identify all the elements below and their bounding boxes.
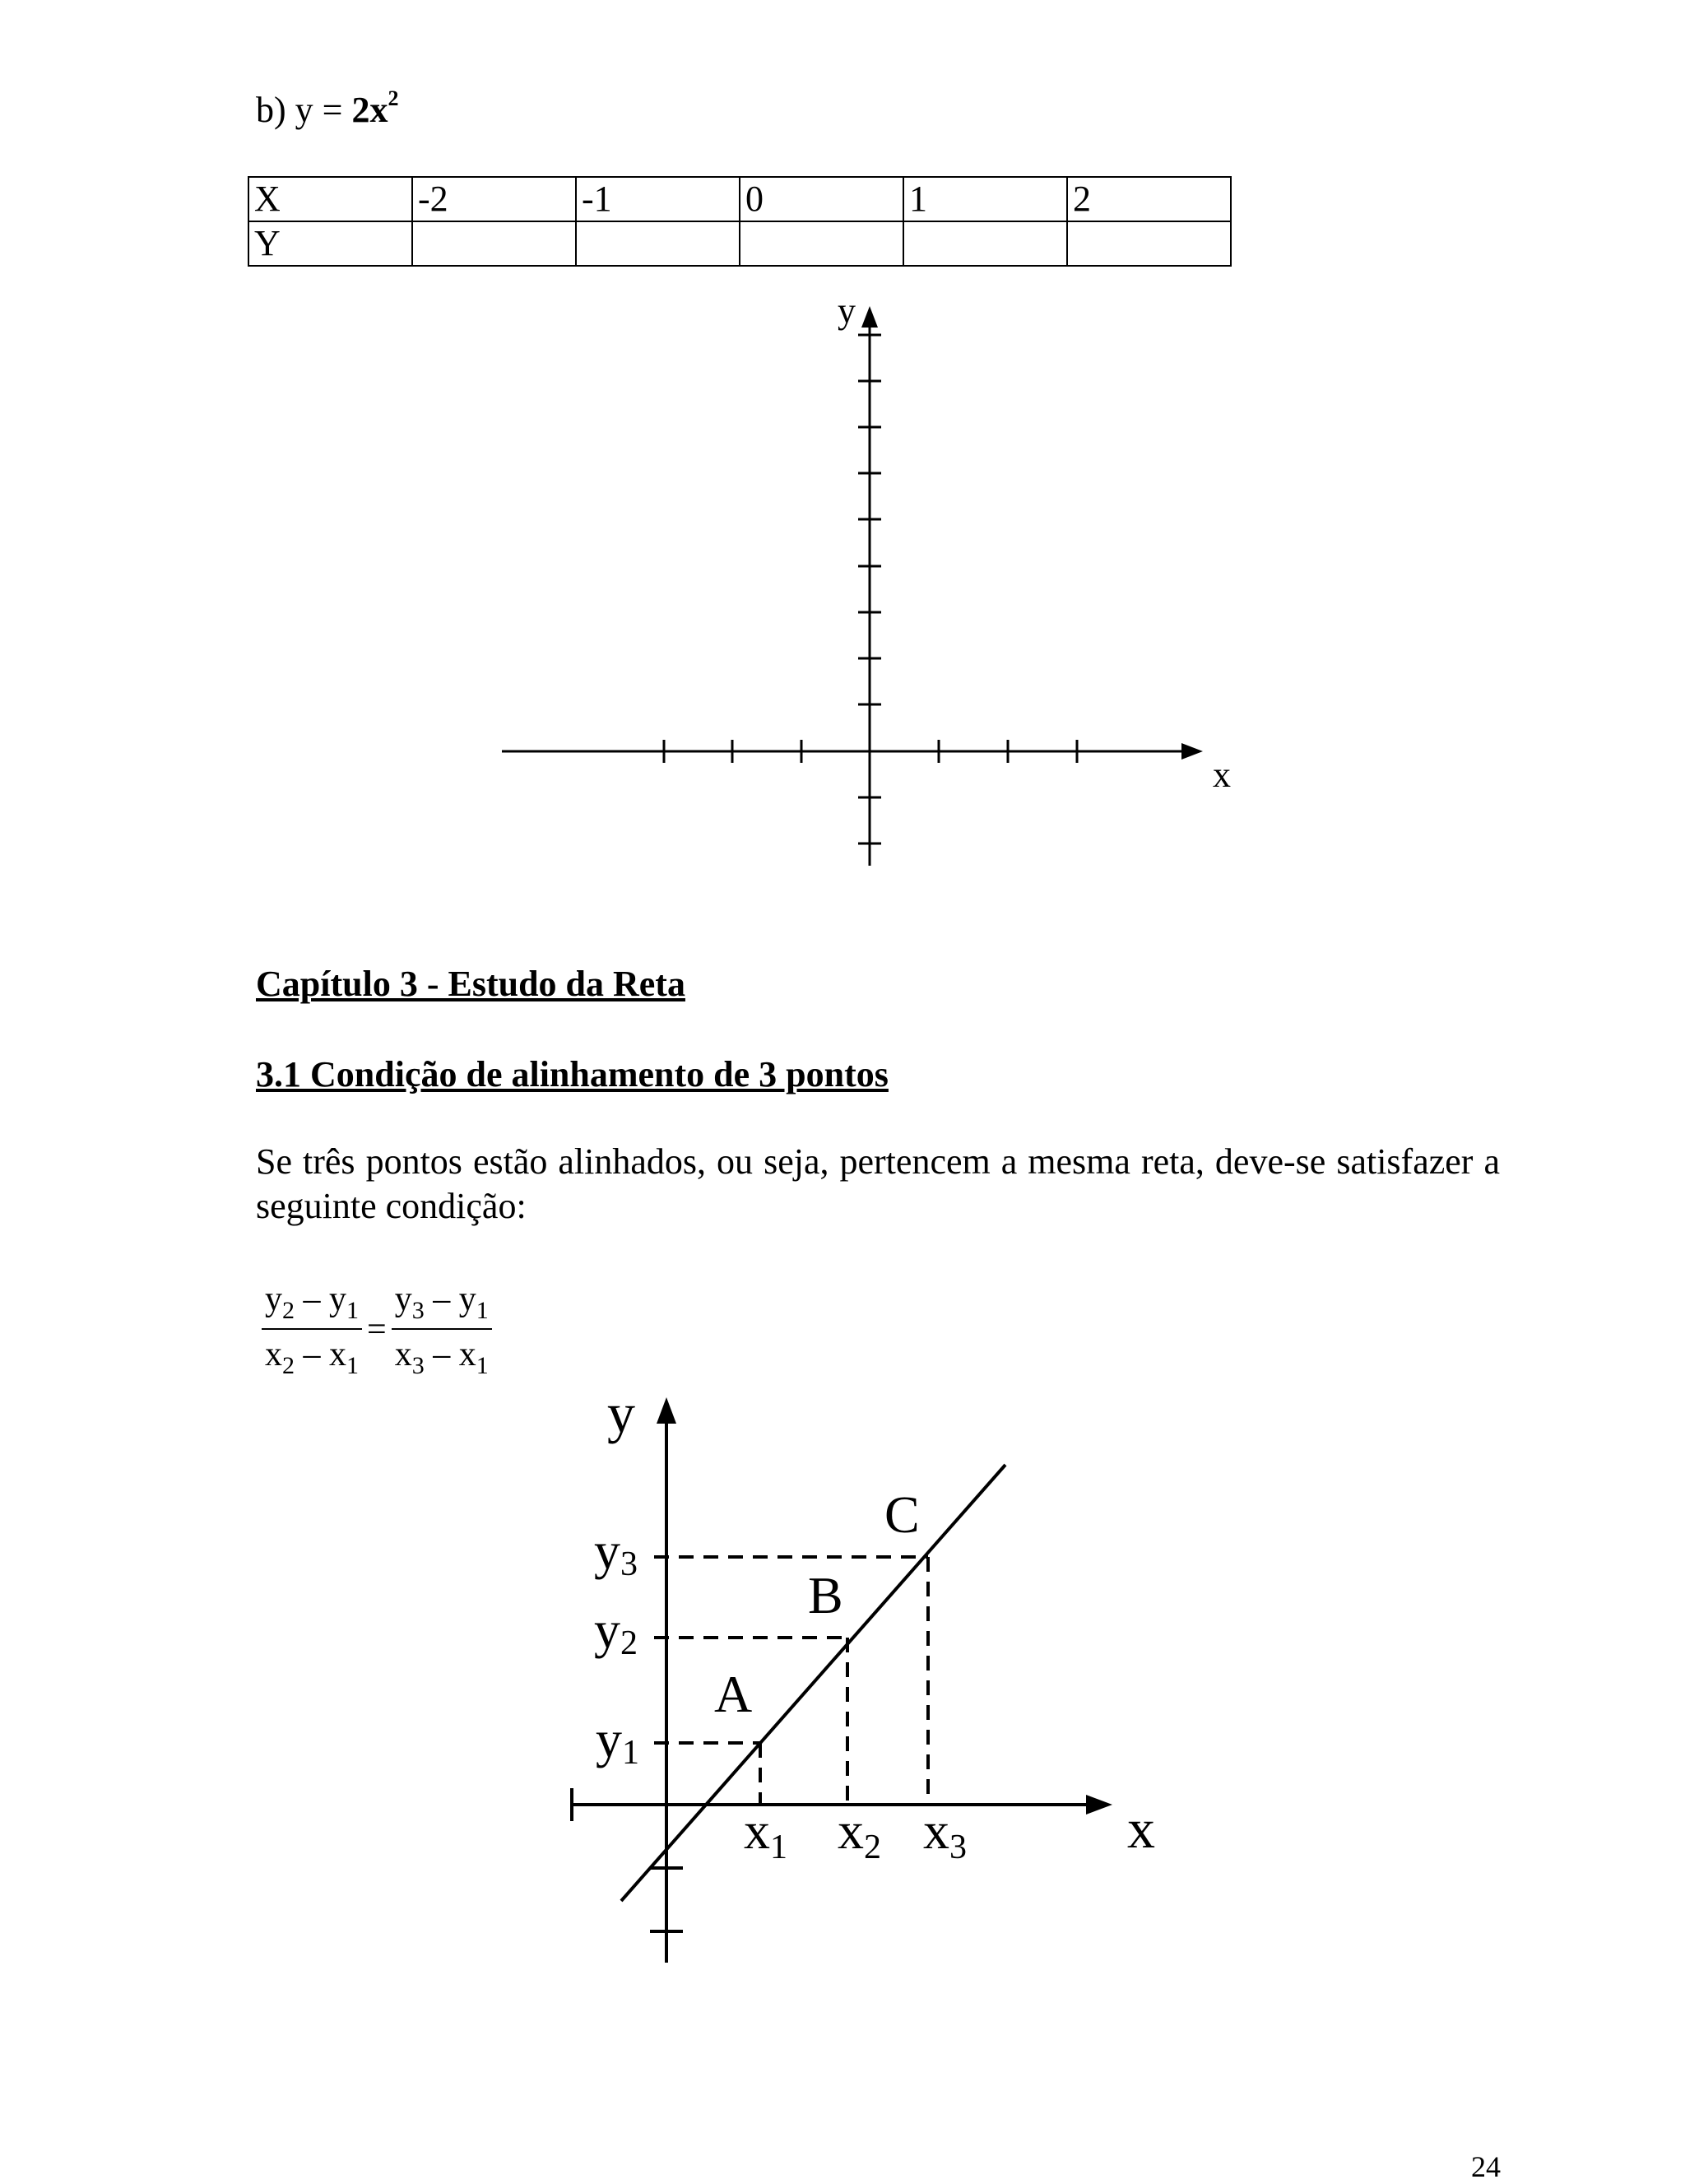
point-c-label: C	[884, 1485, 920, 1544]
projection-lines	[654, 1557, 928, 1805]
y2-label: y2	[594, 1601, 638, 1662]
y1-label: y1	[596, 1710, 639, 1772]
y-axis-label: y	[838, 290, 856, 331]
point-a-label: A	[714, 1665, 753, 1723]
y-axis-arrow-icon	[861, 306, 878, 328]
x1-label: x1	[744, 1801, 787, 1866]
point-b-label: B	[808, 1566, 843, 1624]
alignment-diagram	[0, 1382, 1685, 1975]
table-cell: 1	[903, 177, 1067, 221]
table-cell: -2	[412, 177, 576, 221]
chapter-title: Capítulo 3 - Estudo da Reta	[256, 964, 685, 1004]
x2-label: x2	[838, 1801, 881, 1866]
x-axis-arrow-icon	[1181, 743, 1203, 760]
y-axis-label: y	[607, 1382, 635, 1444]
table-cell: 0	[740, 177, 903, 221]
equals-sign: =	[367, 1311, 387, 1349]
table-cell: -1	[576, 177, 740, 221]
y3-label: y3	[594, 1522, 638, 1583]
x-axis-arrow-icon	[1086, 1795, 1112, 1815]
page-number: 24	[1471, 2150, 1501, 2183]
exercise-expression: $2x^2$	[351, 86, 399, 130]
table-cell: Y	[248, 221, 412, 266]
x-axis-label: x	[1213, 755, 1231, 795]
condition-paragraph: Se três pontos estão alinhados, ou seja, pertencem a mesma reta, deve-se satisfazer a seguinte condição:	[256, 1141, 1500, 1226]
section-title: 3.1 Condição de alinhamento de 3 pontos	[256, 1054, 889, 1094]
left-numerator: $y_2 - y_1$	[262, 1280, 362, 1330]
table-cell: 2	[1067, 177, 1231, 221]
exercise-prefix: b) y =	[256, 90, 352, 130]
y-axis-arrow-icon	[657, 1397, 676, 1424]
x3-label: x3	[923, 1801, 967, 1866]
table-cell: X	[248, 177, 412, 221]
blank-axes-graph	[0, 0, 1685, 922]
alignment-formula	[262, 1280, 492, 1380]
left-fraction	[262, 1280, 362, 1380]
left-denominator: $x_2 - x_1$	[265, 1336, 359, 1379]
exponent: 2	[388, 86, 399, 110]
right-numerator: $y_3 - y_1$	[392, 1280, 492, 1330]
x-axis-label: x	[1127, 1797, 1155, 1860]
right-fraction	[392, 1280, 492, 1380]
right-denominator: $x_3 - x_1$	[394, 1336, 489, 1379]
